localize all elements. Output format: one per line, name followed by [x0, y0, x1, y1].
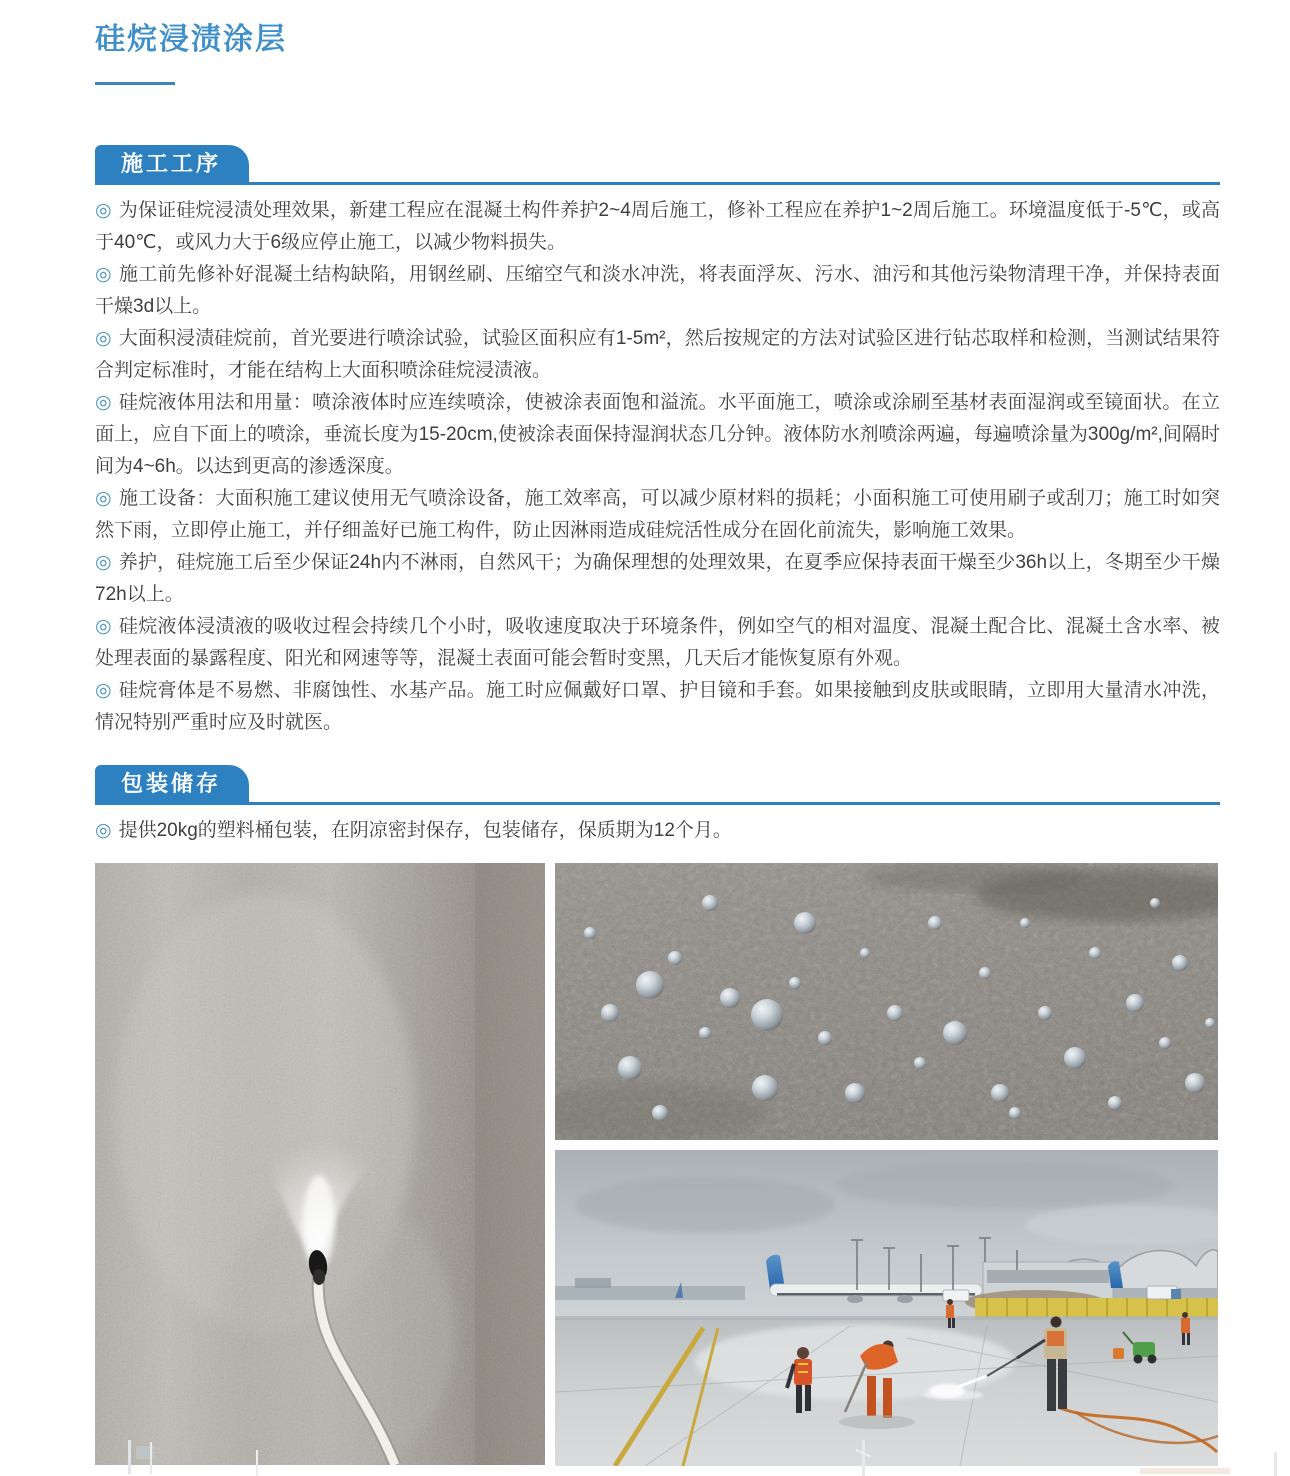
- bullet-paragraph: [95, 815, 1220, 847]
- bullet-paragraph: [95, 483, 1220, 547]
- paragraph-text: 施工前先修补好混凝土结构缺陷，用钢丝刷、压缩空气和淡水冲洗，将表面浮灰、污水、油污和其他污染物清理干净，并保持表面干燥3d以上。: [95, 264, 1220, 317]
- bullet-icon: ◎: [95, 552, 112, 573]
- bullet-icon: ◎: [95, 392, 112, 413]
- bullet-paragraph: [95, 323, 1220, 387]
- page-bottom-artifact: [1274, 1452, 1277, 1476]
- photo-water-droplets-on-concrete: [555, 863, 1218, 1140]
- bullet-icon: ◎: [95, 680, 112, 701]
- bullet-paragraph: [95, 195, 1220, 259]
- bullet-icon: ◎: [95, 488, 112, 509]
- title-divider: [95, 82, 175, 85]
- bullet-paragraph: [95, 387, 1220, 483]
- bullet-icon: ◎: [95, 820, 112, 841]
- section-header-rule: [95, 145, 1220, 185]
- construction-process-paragraphs: [95, 195, 1220, 739]
- paragraph-text: 硅烷膏体是不易燃、非腐蚀性、水基产品。施工时应佩戴好口罩、护目镜和手套。如果接触到皮肤或眼睛，立即用大量清水冲洗，情况特别严重时应及时就医。: [95, 680, 1220, 733]
- section-badge-packaging-storage: 包装储存: [95, 765, 249, 802]
- page-title: 硅烷浸渍涂层: [95, 23, 287, 56]
- paragraph-text: 施工设备：大面积施工建议使用无气喷涂设备，施工效率高，可以减少原材料的损耗；小面积施工可使用刷子或刮刀；施工时如突然下雨，立即停止施工，并仔细盖好已施工构件，防止因淋雨造成硅烷活性成分在固化前流失，影响施工效果。: [95, 488, 1220, 541]
- page: [95, 0, 1220, 1466]
- section-packaging-storage: [95, 765, 1220, 847]
- photo-silane-spray-on-wall: [95, 863, 545, 1465]
- bullet-paragraph: [95, 547, 1220, 611]
- bullet-paragraph: [95, 675, 1220, 739]
- photo-grid: [95, 863, 1220, 1466]
- paragraph-text: 硅烷液体用法和用量：喷涂液体时应连续喷涂，使被涂表面饱和溢流。水平面施工，喷涂或涂刷至基材表面湿润或至镜面状。在立面上，应自下面上的喷涂，垂流长度为15-20cm,使被涂表面保持湿润状态几分钟。液体防水剂喷涂两遍，每遍喷涂量为300g/m²,间隔时间为4~6h。以达到更高的渗透深度。: [95, 392, 1220, 477]
- bullet-paragraph: [95, 611, 1220, 675]
- paragraph-text: 硅烷液体浸渍液的吸收过程会持续几个小时，吸收速度取决于环境条件，例如空气的相对温度、混凝土配合比、混凝土含水率、被处理表面的暴露程度、阳光和网速等等，混凝土表面可能会暂时变黑，几天后才能恢复原有外观。: [95, 616, 1220, 669]
- paragraph-text: 养护，硅烷施工后至少保证24h内不淋雨，自然风干；为确保理想的处理效果，在夏季应保持表面干燥至少36h以上，冬期至少干燥72h以上。: [95, 552, 1220, 605]
- bullet-icon: ◎: [95, 200, 112, 221]
- paragraph-text: 提供20kg的塑料桶包装，在阴凉密封保存，包装储存，保质期为12个月。: [118, 820, 732, 841]
- section-badge-construction-process: 施工工序: [95, 145, 249, 182]
- page-bottom-artifact: [1140, 1468, 1230, 1474]
- bullet-icon: ◎: [95, 264, 112, 285]
- section-header-rule: [95, 765, 1220, 805]
- section-construction-process: [95, 145, 1220, 739]
- packaging-storage-paragraphs: [95, 815, 1220, 847]
- photo-airport-apron-application: [555, 1150, 1218, 1466]
- bullet-icon: ◎: [95, 616, 112, 637]
- paragraph-text: 为保证硅烷浸渍处理效果，新建工程应在混凝土构件养护2~4周后施工，修补工程应在养护1~2周后施工。环境温度低于-5℃，或高于40℃，或风力大于6级应停止施工，以减少物料损失。: [95, 200, 1220, 253]
- bullet-icon: ◎: [95, 328, 112, 349]
- bullet-paragraph: [95, 259, 1220, 323]
- paragraph-text: 大面积浸渍硅烷前，首光要进行喷涂试验，试验区面积应有1-5m²，然后按规定的方法对试验区进行钻芯取样和检测，当测试结果符合判定标准时，才能在结构上大面积喷涂硅烷浸渍液。: [95, 328, 1220, 381]
- photo-right-column: [555, 863, 1218, 1466]
